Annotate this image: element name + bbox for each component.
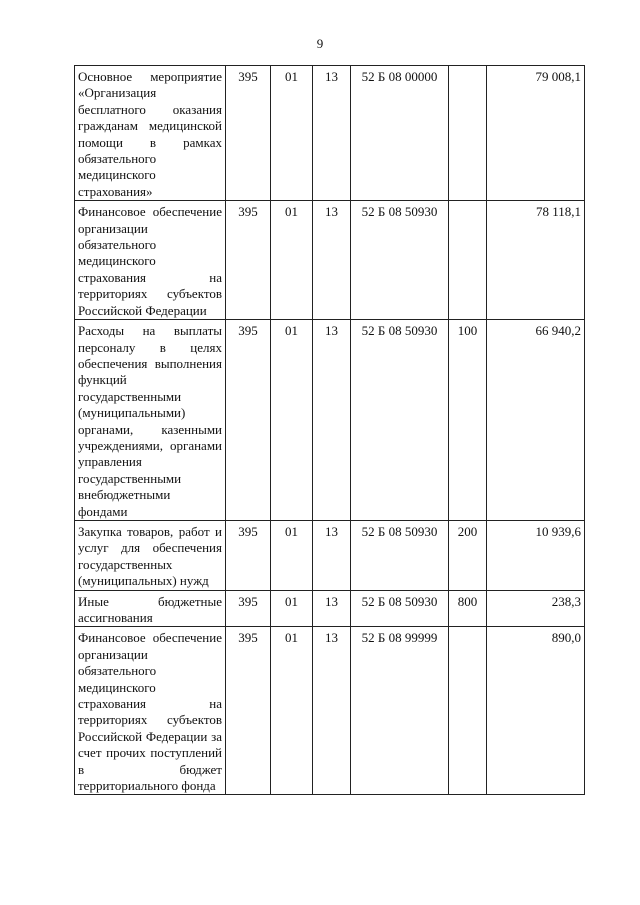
- expense-type-code: [449, 201, 487, 320]
- ministry-code: 395: [226, 320, 271, 521]
- ministry-code: 395: [226, 590, 271, 627]
- table-row: [75, 627, 585, 795]
- amount: 238,3: [487, 590, 585, 627]
- amount: 890,0: [487, 627, 585, 795]
- target-article-code: 52 Б 08 50930: [351, 590, 449, 627]
- section-code: 01: [271, 201, 313, 320]
- ministry-code: 395: [226, 627, 271, 795]
- subsection-code: 13: [313, 66, 351, 201]
- subsection-code: 13: [313, 320, 351, 521]
- subsection-code: 13: [313, 627, 351, 795]
- ministry-code: 395: [226, 201, 271, 320]
- section-code: 01: [271, 66, 313, 201]
- amount: 66 940,2: [487, 320, 585, 521]
- page-number: 9: [316, 36, 324, 51]
- ministry-code: 395: [226, 66, 271, 201]
- target-article-code: 52 Б 08 50930: [351, 320, 449, 521]
- expense-type-code: 100: [449, 320, 487, 521]
- target-article-code: 52 Б 08 00000: [351, 66, 449, 201]
- item-name: Основное мероприятие «Организация бесплатного оказания гражданам медицинской помощи в рамках обязательного медицинского страхования»: [75, 66, 226, 201]
- amount: 79 008,1: [487, 66, 585, 201]
- target-article-code: 52 Б 08 50930: [351, 201, 449, 320]
- amount: 10 939,6: [487, 520, 585, 590]
- subsection-code: 13: [313, 520, 351, 590]
- item-name: Расходы на выплаты персоналу в целях обеспечения выполнения функций государственными (муниципальными) органами, казенными учреждениями, органами управления государственными внебюджетными фондами: [75, 320, 226, 521]
- expense-type-code: [449, 66, 487, 201]
- ministry-code: 395: [226, 520, 271, 590]
- table-row: [75, 520, 585, 590]
- amount: 78 118,1: [487, 201, 585, 320]
- table-row: [75, 66, 585, 201]
- subsection-code: 13: [313, 590, 351, 627]
- section-code: 01: [271, 627, 313, 795]
- section-code: 01: [271, 590, 313, 627]
- item-name: Финансовое обеспечение организации обязательного медицинского страхования на территориях субъектов Российской Федерации за счет прочих поступлений в бюджет территориального фонда: [75, 627, 226, 795]
- target-article-code: 52 Б 08 99999: [351, 627, 449, 795]
- budget-table: [74, 65, 585, 795]
- item-name: Финансовое обеспечение организации обязательного медицинского страхования на территориях субъектов Российской Федерации: [75, 201, 226, 320]
- subsection-code: 13: [313, 201, 351, 320]
- table-row: [75, 201, 585, 320]
- table-row: [75, 320, 585, 521]
- table-row: [75, 590, 585, 627]
- expense-type-code: 200: [449, 520, 487, 590]
- section-code: 01: [271, 320, 313, 521]
- expense-type-code: 800: [449, 590, 487, 627]
- expense-type-code: [449, 627, 487, 795]
- section-code: 01: [271, 520, 313, 590]
- item-name: Закупка товаров, работ и услуг для обеспечения государственных (муниципальных) нужд: [75, 520, 226, 590]
- item-name: Иные бюджетные ассигнования: [75, 590, 226, 627]
- target-article-code: 52 Б 08 50930: [351, 520, 449, 590]
